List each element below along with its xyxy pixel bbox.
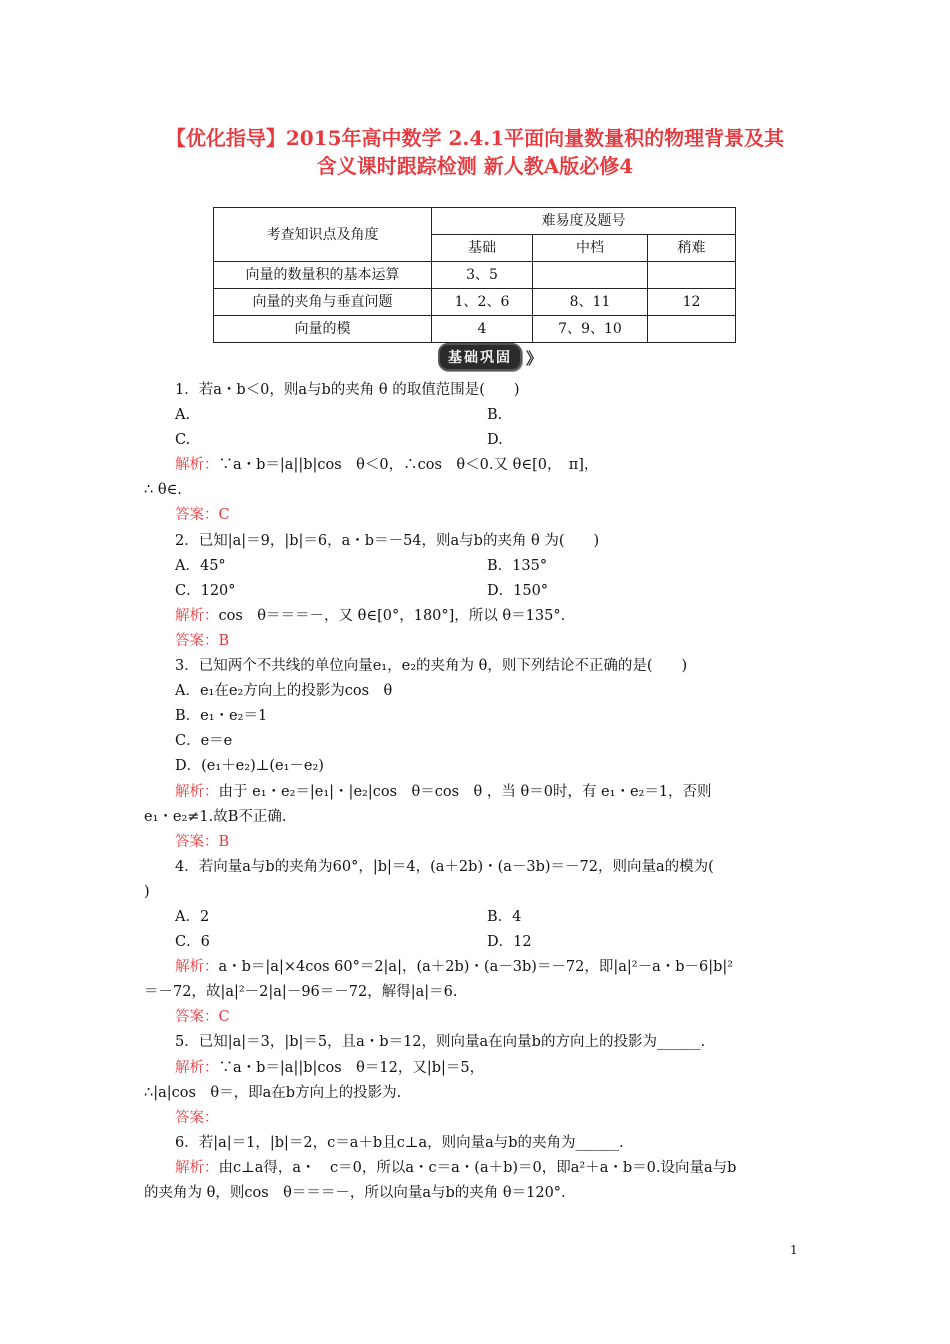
table-cell-hard — [648, 316, 736, 343]
table-level-hard: 稍难 — [648, 235, 736, 262]
question-1: 1．若a・b＜0，则a与b的夹角 θ 的取值范围是( ) — [175, 382, 520, 398]
answer-5: 答案： — [175, 1109, 219, 1126]
options-row — [144, 930, 814, 955]
solution-text: cos θ＝＝＝－，又 θ∈[0°，180°]，所以 θ＝135°. — [218, 607, 566, 624]
question-6: 6．若|a|＝1，|b|＝2，c＝a＋b且c⊥a，则向量a与b的夹角为______. — [175, 1134, 624, 1151]
table-row — [214, 316, 736, 343]
title-prefix: 【优化指导】 — [165, 126, 286, 150]
option-c: C．e＝e — [175, 733, 233, 750]
option-b: B．135° — [487, 557, 548, 574]
option-a: A．2 — [175, 908, 210, 925]
option-d: D. — [487, 432, 503, 449]
solution-text: a・b＝|a|×4cos 60°＝2|a|，(a＋2b)・(a－3b)＝－72，即|a|²－a・b－6|b|² — [218, 959, 734, 976]
solution-label: 解析： — [175, 607, 219, 624]
solution-label: 解析： — [175, 959, 219, 976]
table-cell-hard: 12 — [648, 289, 736, 316]
table-cell-mid: 8、11 — [533, 289, 648, 316]
solution-3-cont: e₁・e₂≠1.故B不正确. — [144, 808, 287, 825]
option-b: B．e₁・e₂＝1 — [175, 708, 268, 725]
table-cell-topic: 向量的模 — [214, 316, 432, 343]
page-number: 1 — [790, 1243, 798, 1257]
table-header-difficulty: 难易度及题号 — [432, 208, 736, 235]
question-4-cont: ) — [144, 883, 150, 900]
question-5: 5．已知|a|＝3，|b|＝5，且a・b＝12，则向量a在向量b的方向上的投影为______. — [175, 1034, 706, 1051]
option-b: B. — [487, 407, 503, 424]
table-cell-basic: 1、2、6 — [432, 289, 533, 316]
table-cell-basic: 4 — [432, 316, 533, 343]
chevron-right-icon: 》 — [526, 348, 543, 368]
solution-text: ∵a・b＝|a||b|cos θ＜0，∴cos θ＜0.又 θ∈[0， π]， — [218, 457, 599, 474]
option-a: A．45° — [175, 557, 226, 574]
solution-5-cont: ∴|a|cos θ＝，即a在b方向上的投影为. — [144, 1084, 402, 1101]
option-b: B．4 — [487, 908, 522, 925]
title-line1: 2015年高中数学 2.4.1平面向量数量积的物理背景及其 — [285, 126, 785, 150]
table-cell-topic: 向量的数量积的基本运算 — [214, 262, 432, 289]
title-line2: 含义课时跟踪检测 新人教A版必修4 — [316, 154, 634, 178]
solution-4-cont: ＝－72，故|a|²－2|a|－96＝－72，解得|a|＝6. — [144, 984, 458, 1001]
table-row — [214, 289, 736, 316]
option-a: A. — [175, 407, 191, 424]
options-row — [144, 403, 814, 428]
table-cell-mid — [533, 262, 648, 289]
answer-4: 答案：C — [175, 1009, 230, 1026]
question-2: 2．已知|a|＝9，|b|＝6，a・b＝－54，则a与b的夹角 θ 为( ) — [175, 532, 600, 549]
option-d: D．12 — [487, 934, 532, 951]
document-title — [0, 124, 950, 180]
option-c: C．6 — [175, 934, 210, 951]
solution-text: 由c⊥a得，a・ c＝0，所以a・c＝a・(a＋b)＝0，即a²＋a・b＝0.设向量a与b — [218, 1159, 737, 1176]
table-level-mid: 中档 — [533, 235, 648, 262]
option-c: C．120° — [175, 582, 236, 599]
options-row — [144, 905, 814, 930]
section-badge — [438, 344, 558, 370]
table-cell-topic: 向量的夹角与垂直问题 — [214, 289, 432, 316]
options-row — [144, 428, 814, 453]
solution-label: 解析： — [175, 457, 219, 474]
section-badge-label: 基础巩固 — [438, 343, 522, 371]
options-row — [144, 554, 814, 579]
solution-text: ∵a・b＝|a||b|cos θ＝12，又|b|＝5， — [218, 1059, 485, 1076]
solution-4 — [144, 955, 814, 980]
solution-6-cont: 的夹角为 θ，则cos θ＝＝＝－，所以向量a与b的夹角 θ＝120°. — [144, 1185, 566, 1201]
options-row — [144, 579, 814, 604]
solution-1-cont: ∴ θ∈. — [144, 482, 182, 499]
solution-6 — [144, 1156, 814, 1181]
answer-1: 答案：C — [175, 507, 230, 524]
question-4: 4．若向量a与b的夹角为60°，|b|＝4，(a＋2b)・(a－3b)＝－72，则向量a的模为( — [175, 858, 714, 875]
option-d: D．150° — [487, 582, 549, 599]
table-row — [214, 262, 736, 289]
question-3: 3．已知两个不共线的单位向量e₁，e₂的夹角为 θ，则下列结论不正确的是( ) — [175, 658, 688, 675]
table-header-topic: 考查知识点及角度 — [214, 208, 432, 262]
solution-3 — [144, 780, 814, 805]
knowledge-table — [213, 207, 736, 343]
answer-2: 答案：B — [175, 632, 230, 649]
table-cell-mid: 7、9、10 — [533, 316, 648, 343]
table-level-basic: 基础 — [432, 235, 533, 262]
solution-label: 解析： — [175, 783, 219, 800]
table-cell-basic: 3、5 — [432, 262, 533, 289]
table-cell-hard — [648, 262, 736, 289]
solution-label: 解析： — [175, 1059, 219, 1076]
solution-2 — [144, 604, 814, 629]
solution-label: 解析： — [175, 1159, 219, 1176]
solution-5 — [144, 1056, 814, 1081]
option-c: C. — [175, 432, 191, 449]
option-a: A．e₁在e₂方向上的投影为cos θ — [175, 683, 393, 700]
answer-3: 答案：B — [175, 833, 230, 850]
solution-1 — [144, 453, 814, 478]
option-d: D．(e₁＋e₂)⊥(e₁－e₂) — [175, 758, 324, 775]
question-list — [144, 378, 814, 1206]
solution-text: 由于 e₁・e₂＝|e₁|・|e₂|cos θ＝cos θ ，当 θ＝0时，有 e₁・e₂＝1，否则 — [218, 783, 712, 800]
